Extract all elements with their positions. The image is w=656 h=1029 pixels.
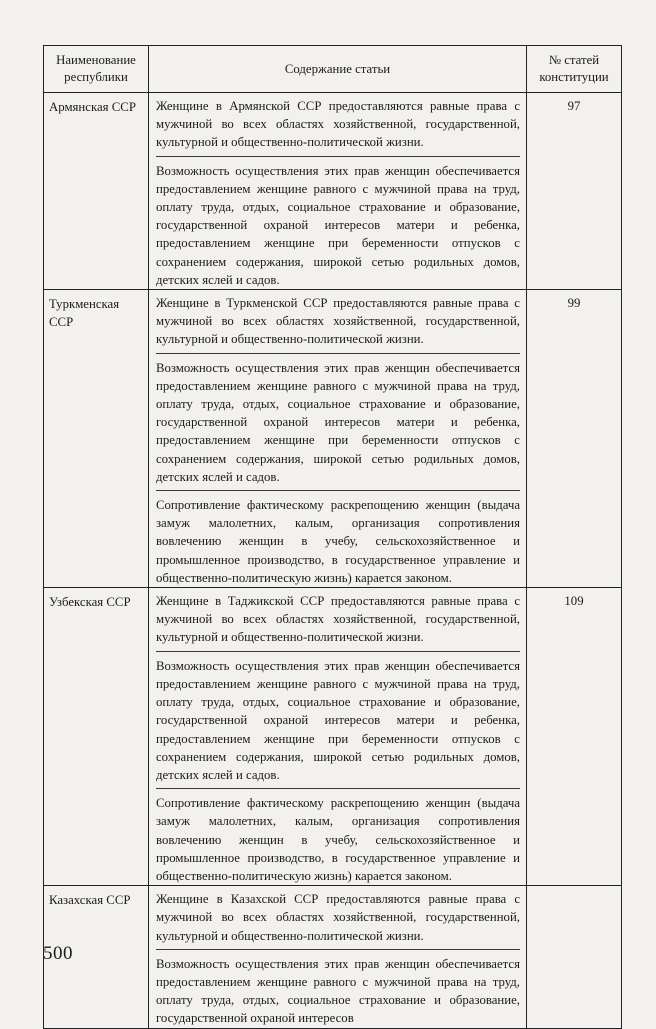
constitution-articles-table [43, 45, 622, 1029]
republic-name: Казахская ССР [44, 886, 149, 1028]
republic-name: Туркменская ССР [44, 290, 149, 588]
republic-name: Армянская ССР [44, 93, 149, 290]
article-paragraph: Возможность осуществления этих прав женщин обеспечивается предоставлением женщине равного с мужчиной права на труд, оплату труда, отдых, социальное страхование и образование, государственной охраной интересов матери и ребенка, предоставлением женщине при беременности отпусков с сохранением содержания, широкой сетью родильных домов, детских яслей и садов. [156, 657, 520, 789]
header-republic: Наименование республики [44, 46, 149, 93]
article-number [527, 886, 622, 1028]
table-row-kazakh-ssr [44, 886, 622, 1028]
article-paragraph: Женщине в Туркменской ССР предоставляются равные права с мужчиной во всех областях хозяйственной, государственной, культурной и общественно-политической жизни. [156, 294, 520, 354]
article-paragraph: Сопротивление фактическому раскрепощению женщин (выдача замуж малолетних, калым, организация сопротивления вовлечению женщин в учебу, сельскохозяйственное и промышленное производство, в государственное управление и общественно-политическую жизнь) карается законом. [156, 796, 520, 883]
article-number: 99 [527, 290, 622, 588]
article-paragraph: Сопротивление фактическому раскрепощению женщин (выдача замуж малолетних, калым, организация сопротивления вовлечению женщин в учебу, сельскохозяйственное и промышленное производство, в государственное управление и общественно-политическую жизнь) карается законом. [156, 498, 520, 585]
table-row-armenian-ssr [44, 93, 622, 290]
page-number: 500 [43, 943, 73, 964]
article-content [149, 588, 527, 886]
article-paragraph: Женщине в Армянской ССР предоставляются равные права с мужчиной во всех областях хозяйственной, государственной, культурной и общественно-политической жизни. [156, 97, 520, 157]
article-content [149, 290, 527, 588]
header-content: Содержание статьи [149, 46, 527, 93]
article-number: 109 [527, 588, 622, 886]
article-paragraph: Возможность осуществления этих прав женщин обеспечивается предоставлением женщине равного с мужчиной права на труд, оплату труда, отдых, социальное страхование и образование, государственной охраной интересов матери и ребенка, предоставлением женщине при беременности отпусков с сохранением содержания, широкой сетью родильных домов, детских яслей и садов. [156, 163, 520, 287]
article-number: 97 [527, 93, 622, 290]
article-content [149, 886, 527, 1028]
article-paragraph: Женщине в Таджикской ССР предоставляются равные права с мужчиной во всех областях хозяйственной, государственной, культурной и общественно-политической жизни. [156, 592, 520, 652]
article-content [149, 93, 527, 290]
table-row-uzbek-ssr [44, 588, 622, 886]
header-article-number: № статей конституции [527, 46, 622, 93]
article-paragraph: Женщине в Казахской ССР предоставляются равные права с мужчиной во всех областях хозяйственной, государственной, культурной и общественно-политической жизни. [156, 890, 520, 950]
table-row-turkmen-ssr [44, 290, 622, 588]
article-paragraph: Возможность осуществления этих прав женщин обеспечивается предоставлением женщине равного с мужчиной права на труд, оплату труда, отдых, социальное страхование и образование, государственной охраной интересов матери и ребенка, предоставлением женщине при беременности отпусков с сохранением содержания, широкой сетью родильных домов, детских яслей и садов. [156, 359, 520, 491]
article-paragraph: Возможность осуществления этих прав женщин обеспечивается предоставлением женщине равного с мужчиной права на труд, оплату труда, отдых, социальное страхование и образование, государственной охраной интересов [156, 956, 520, 1026]
republic-name: Узбекская ССР [44, 588, 149, 886]
table-header-row [44, 46, 622, 93]
